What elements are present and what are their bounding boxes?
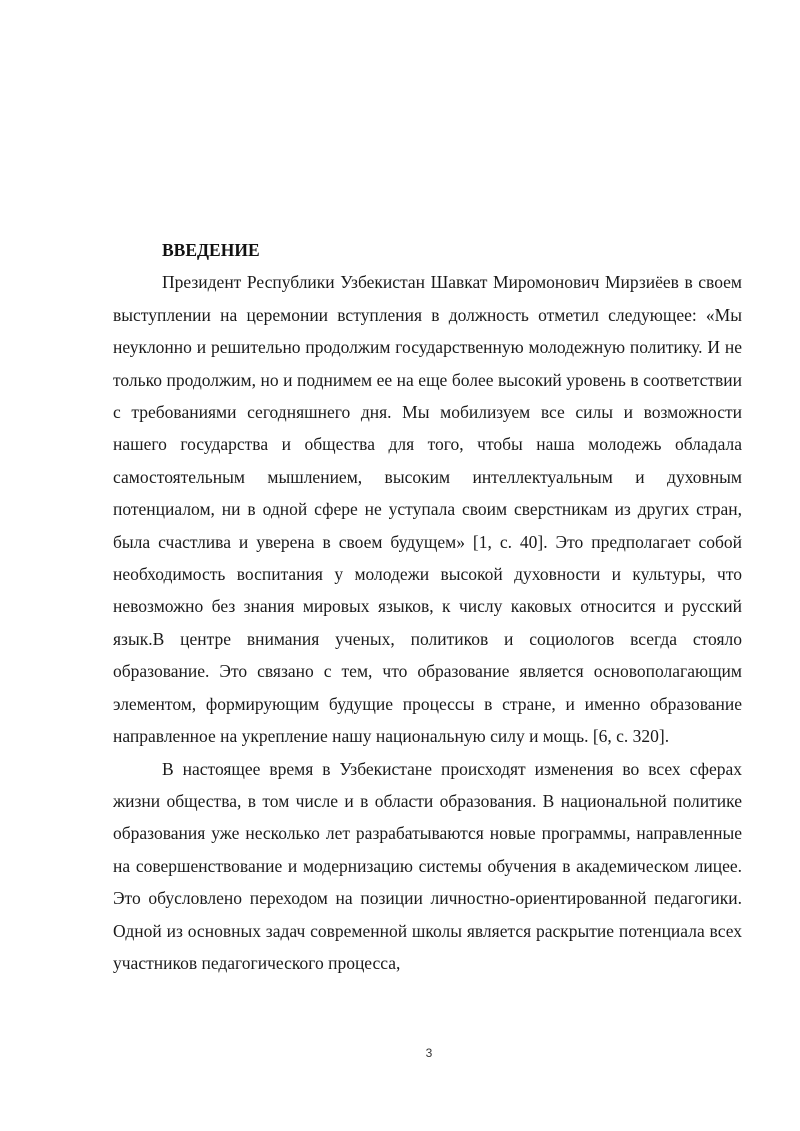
page-content: [113, 234, 742, 979]
paragraph-2: В настоящее время в Узбекистане происходят изменения во всех сферах жизни общества, в том числе и в области образования. В национальной политике образования уже несколько лет разрабатываются новые программы, направленные на совершенствование и модернизацию системы обучения в академическом лицее. Это обусловлено переходом на позиции личностно-ориентированной педагогики. Одной из основных задач современной школы является раскрытие потенциала всех участников педагогического процесса,: [113, 758, 742, 973]
paragraph-1: Президент Республики Узбекистан Шавкат Миромонович Мирзиёев в своем выступлении на церемонии вступления в должность отметил следующее: «Мы неуклонно и решительно продолжим государственную молодежную политику. И не только продолжим, но и поднимем ее на еще более высокий уровень в соответствии с требованиями сегодняшнего дня. Мы мобилизуем все силы и возможности нашего государства и общества для того, чтобы наша молодежь обладала самостоятельным мышлением, высоким интеллектуальным и духовным потенциалом, ни в одной сфере не уступала своим сверстникам из других стран, была счастлива и уверена в своем будущем» [1, с. 40]. Это предполагает собой необходимость воспитания у молодежи высокой духовности и культуры, что невозможно без знания мировых языков, к числу каковых относится и русский язык.В центре внимания ученых, политиков и социологов всегда стояло образование. Это связано с тем, что образование является основополагающим элементом, формирующим будущие процессы в стране, и именно образование направленное на укрепление нашу национальную силу и мощь. [6, с. 320].: [113, 272, 742, 747]
section-heading: ВВЕДЕНИЕ: [162, 240, 260, 260]
page-number: 3: [425, 1046, 433, 1060]
